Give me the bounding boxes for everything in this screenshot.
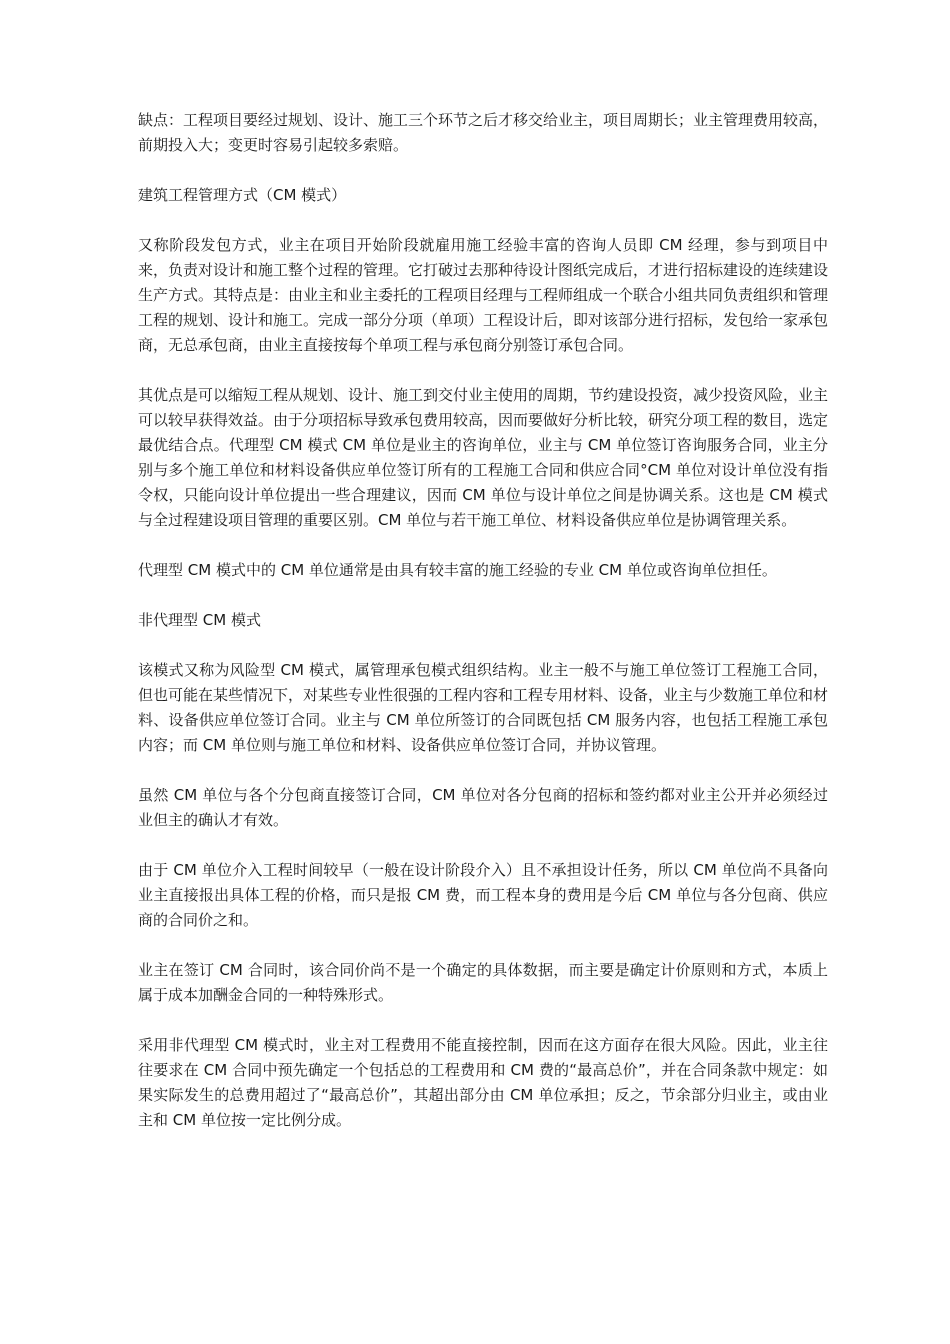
paragraph-contract-price: 业主在签订 CM 合同时，该合同价尚不是一个确定的具体数据，而主要是确定计价原则和方式，本质上属于成本加酬金合同的一种特殊形式。 — [138, 961, 828, 1004]
heading-cm-mode: 建筑工程管理方式（CM 模式） — [138, 186, 347, 204]
paragraph-cm-fee: 由于 CM 单位介入工程时间较早（一般在设计阶段介入）且不承担设计任务，所以 CM 单位尚不具备向业主直接报出具体工程的价格，而只是报 CM 费，而工程本身的费用是今后 CM 单位与各分包商、供应商的合同价之和。 — [138, 861, 828, 929]
paragraph-cm-definition: 又称阶段发包方式，业主在项目开始阶段就雇用施工经验丰富的咨询人员即 CM 经理，参与到项目中来，负责对设计和施工整个过程的管理。它打破过去那种待设计图纸完成后，才进行招标建设的连续建设生产方式。其特点是：由业主和业主委托的工程项目经理与工程师组成一个联合小组共同负责组织和管理工程的规划、设计和施工。完成一部分分项（单项）工程设计后，即对该部分进行招标，发包给一家承包商，无总承包商，由业主直接按每个单项工程与承包商分别签订承包合同。 — [138, 236, 829, 354]
heading-non-agency-cm: 非代理型 CM 模式 — [138, 611, 261, 629]
paragraph-max-price: 采用非代理型 CM 模式时，业主对工程费用不能直接控制，因而在这方面存在很大风险。因此，业主往往要求在 CM 合同中预先确定一个包括总的工程费用和 CM 费的“最高总价”，并在合同条款中规定：如果实际发生的总费用超过了“最高总价”，其超出部分由 CM 单位承担；反之，节余部分归业主，或由业主和 CM 单位按一定比例分成。 — [138, 1036, 828, 1129]
paragraph-subcontract: 虽然 CM 单位与各个分包商直接签订合同，CM 单位对各分包商的招标和签约都对业主公开并必须经过业但主的确认才有效。 — [138, 786, 828, 829]
paragraph-disadvantages: 缺点：工程项目要经过规划、设计、施工三个环节之后才移交给业主，项目周期长；业主管理费用较高，前期投入大；变更时容易引起较多索赔。 — [138, 111, 829, 154]
paragraph-cm-advantages: 其优点是可以缩短工程从规划、设计、施工到交付业主使用的周期，节约建设投资，减少投资风险，业主可以较早获得效益。由于分项招标导致承包费用较高，因而要做好分析比较，研究分项工程的数目，选定最优结合点。代理型 CM 模式 CM 单位是业主的咨询单位，业主与 CM 单位签订咨询服务合同，业主分别与多个施工单位和材料设备供应单位签订所有的工程施工合同和供应合同°CM 单位对设计单位没有指令权，只能向设计单位提出一些合理建议，因而 CM 单位与设计单位之间是协调关系。这也是 CM 模式与全过程建设项目管理的重要区别。CM 单位与若干施工单位、材料设备供应单位是协调管理关系。 — [138, 386, 829, 529]
paragraph-risk-cm: 该模式又称为风险型 CM 模式，属管理承包模式组织结构。业主一般不与施工单位签订工程施工合同，但也可能在某些情况下，对某些专业性很强的工程内容和工程专用材料、设备，业主与少数施工单位和材料、设备供应单位签订合同。业主与 CM 单位所签订的合同既包括 CM 服务内容，也包括工程施工承包内容；而 CM 单位则与施工单位和材料、设备供应单位签订合同，并协议管理。 — [138, 661, 829, 754]
paragraph-agency-cm-unit: 代理型 CM 模式中的 CM 单位通常是由具有较丰富的施工经验的专业 CM 单位或咨询单位担任。 — [138, 561, 777, 579]
document-page — [138, 108, 828, 1158]
